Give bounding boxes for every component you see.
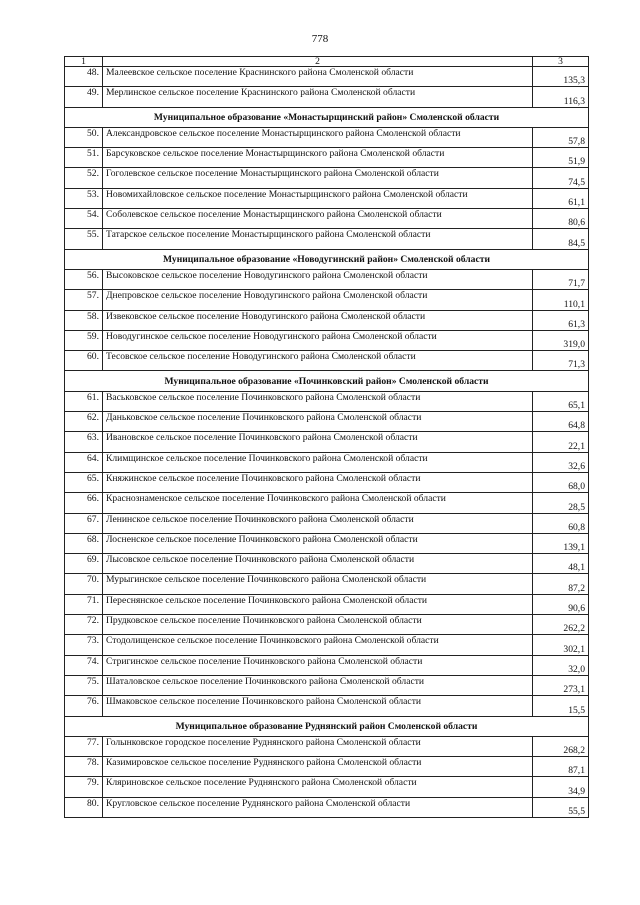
- allocation-value: 319,0: [533, 330, 589, 350]
- row-number: 77.: [65, 736, 103, 756]
- settlement-name: Извековское сельское поселение Новодугинского района Смоленской области: [103, 310, 533, 330]
- table-row: [65, 757, 589, 777]
- column-header-number: 1: [65, 57, 103, 67]
- row-number: 76.: [65, 696, 103, 716]
- allocation-value: 61,1: [533, 188, 589, 208]
- settlement-name: Днепровское сельское поселение Новодугинского района Смоленской области: [103, 290, 533, 310]
- table-row: [65, 533, 589, 553]
- allocation-value: 32,6: [533, 452, 589, 472]
- table-row: [65, 290, 589, 310]
- row-number: 55.: [65, 229, 103, 249]
- column-header-value: 3: [533, 57, 589, 67]
- table-row: [65, 513, 589, 533]
- row-number: 56.: [65, 269, 103, 289]
- settlement-name: Высоковское сельское поселение Новодугинского района Смоленской области: [103, 269, 533, 289]
- settlement-name: Мерлинское сельское поселение Краснинского района Смоленской области: [103, 87, 533, 107]
- allocation-value: 65,1: [533, 391, 589, 411]
- section-header-row: [65, 249, 589, 269]
- settlement-name: Лосненское сельское поселение Починковского района Смоленской области: [103, 533, 533, 553]
- row-number: 58.: [65, 310, 103, 330]
- section-header-row: [65, 107, 589, 127]
- allocation-value: 55,5: [533, 797, 589, 817]
- settlement-name: Прудковское сельское поселение Починковского района Смоленской области: [103, 615, 533, 635]
- settlement-name: Александровское сельское поселение Монастырщинского района Смоленской области: [103, 127, 533, 147]
- settlement-name: Барсуковское сельское поселение Монастырщинского района Смоленской области: [103, 148, 533, 168]
- table-row: [65, 675, 589, 695]
- row-number: 54.: [65, 209, 103, 229]
- allocation-value: 302,1: [533, 635, 589, 655]
- row-number: 51.: [65, 148, 103, 168]
- row-number: 64.: [65, 452, 103, 472]
- row-number: 52.: [65, 168, 103, 188]
- table-row: [65, 229, 589, 249]
- table-row: [65, 269, 589, 289]
- table-row: [65, 615, 589, 635]
- row-number: 62.: [65, 412, 103, 432]
- settlement-name: Малеевское сельское поселение Краснинского района Смоленской области: [103, 67, 533, 87]
- settlement-name: Ленинское сельское поселение Починковского района Смоленской области: [103, 513, 533, 533]
- row-number: 73.: [65, 635, 103, 655]
- row-number: 48.: [65, 67, 103, 87]
- table-row: [65, 655, 589, 675]
- settlement-name: Стодолищенское сельское поселение Починковского района Смоленской области: [103, 635, 533, 655]
- table-body: [65, 57, 589, 818]
- row-number: 63.: [65, 432, 103, 452]
- table-header-row: [65, 57, 589, 67]
- row-number: 79.: [65, 777, 103, 797]
- row-number: 69.: [65, 554, 103, 574]
- settlement-name: Лысовское сельское поселение Починковского района Смоленской области: [103, 554, 533, 574]
- allocation-value: 57,8: [533, 127, 589, 147]
- allocation-value: 64,8: [533, 412, 589, 432]
- allocation-value: 32,0: [533, 655, 589, 675]
- allocation-value: 15,5: [533, 696, 589, 716]
- table-row: [65, 452, 589, 472]
- table-row: [65, 635, 589, 655]
- table-row: [65, 310, 589, 330]
- settlement-name: Татарское сельское поселение Монастырщинского района Смоленской области: [103, 229, 533, 249]
- section-title: Муниципальное образование «Починковский район» Смоленской области: [65, 371, 589, 391]
- row-number: 60.: [65, 351, 103, 371]
- table-row: [65, 87, 589, 107]
- allocation-value: 28,5: [533, 493, 589, 513]
- table-row: [65, 594, 589, 614]
- row-number: 72.: [65, 615, 103, 635]
- row-number: 50.: [65, 127, 103, 147]
- settlement-name: Мурыгинское сельское поселение Починковского района Смоленской области: [103, 574, 533, 594]
- table-row: [65, 412, 589, 432]
- settlement-name: Даньковское сельское поселение Починковского района Смоленской области: [103, 412, 533, 432]
- row-number: 49.: [65, 87, 103, 107]
- row-number: 53.: [65, 188, 103, 208]
- table-row: [65, 797, 589, 817]
- section-header-row: [65, 716, 589, 736]
- allocation-value: 22,1: [533, 432, 589, 452]
- page-number: 778: [311, 33, 329, 45]
- row-number: 70.: [65, 574, 103, 594]
- settlement-name: Голынковское городское поселение Руднянского района Смоленской области: [103, 736, 533, 756]
- table-row: [65, 391, 589, 411]
- table-row: [65, 330, 589, 350]
- settlement-name: Княжинское сельское поселение Починковского района Смоленской области: [103, 472, 533, 492]
- table-row: [65, 777, 589, 797]
- allocation-value: 90,6: [533, 594, 589, 614]
- table-row: [65, 67, 589, 87]
- table-row: [65, 432, 589, 452]
- row-number: 78.: [65, 757, 103, 777]
- section-title: Муниципальное образование Руднянский район Смоленской области: [65, 716, 589, 736]
- table-row: [65, 736, 589, 756]
- row-number: 67.: [65, 513, 103, 533]
- table-row: [65, 209, 589, 229]
- allocation-value: 61,3: [533, 310, 589, 330]
- allocation-value: 116,3: [533, 87, 589, 107]
- allocation-value: 110,1: [533, 290, 589, 310]
- row-number: 57.: [65, 290, 103, 310]
- settlement-name: Переснянское сельское поселение Починковского района Смоленской области: [103, 594, 533, 614]
- table-row: [65, 472, 589, 492]
- settlement-name: Шмаковское сельское поселение Починковского района Смоленской области: [103, 696, 533, 716]
- allocation-value: 268,2: [533, 736, 589, 756]
- allocation-table: [64, 56, 589, 818]
- row-number: 74.: [65, 655, 103, 675]
- row-number: 59.: [65, 330, 103, 350]
- table-row: [65, 148, 589, 168]
- table-row: [65, 188, 589, 208]
- table-row: [65, 554, 589, 574]
- allocation-value: 139,1: [533, 533, 589, 553]
- table-row: [65, 574, 589, 594]
- allocation-value: 74,5: [533, 168, 589, 188]
- allocation-value: 84,5: [533, 229, 589, 249]
- settlement-name: Краснознаменское сельское поселение Починковского района Смоленской области: [103, 493, 533, 513]
- settlement-name: Кругловское сельское поселение Руднянского района Смоленской области: [103, 797, 533, 817]
- settlement-name: Новомихайловское сельское поселение Монастырщинского района Смоленской области: [103, 188, 533, 208]
- settlement-name: Ивановское сельское поселение Починковского района Смоленской области: [103, 432, 533, 452]
- row-number: 66.: [65, 493, 103, 513]
- allocation-value: 135,3: [533, 67, 589, 87]
- row-number: 75.: [65, 675, 103, 695]
- settlement-name: Гоголевское сельское поселение Монастырщинского района Смоленской области: [103, 168, 533, 188]
- column-header-name: 2: [103, 57, 533, 67]
- allocation-value: 48,1: [533, 554, 589, 574]
- section-title: Муниципальное образование «Монастырщинский район» Смоленской области: [65, 107, 589, 127]
- allocation-value: 71,3: [533, 351, 589, 371]
- table-row: [65, 351, 589, 371]
- settlement-name: Казимировское сельское поселение Руднянского района Смоленской области: [103, 757, 533, 777]
- row-number: 68.: [65, 533, 103, 553]
- allocation-value: 51,9: [533, 148, 589, 168]
- row-number: 80.: [65, 797, 103, 817]
- settlement-name: Новодугинское сельское поселение Новодугинского района Смоленской области: [103, 330, 533, 350]
- allocation-value: 60,8: [533, 513, 589, 533]
- settlement-name: Васьковское сельское поселение Починковского района Смоленской области: [103, 391, 533, 411]
- settlement-name: Соболевское сельское поселение Монастырщинского района Смоленской области: [103, 209, 533, 229]
- settlement-name: Шаталовское сельское поселение Починковского района Смоленской области: [103, 675, 533, 695]
- table-row: [65, 168, 589, 188]
- allocation-value: 80,6: [533, 209, 589, 229]
- allocation-value: 34,9: [533, 777, 589, 797]
- settlement-name: Климщинское сельское поселение Починковского района Смоленской области: [103, 452, 533, 472]
- table-row: [65, 127, 589, 147]
- row-number: 65.: [65, 472, 103, 492]
- row-number: 71.: [65, 594, 103, 614]
- settlement-name: Кляриновское сельское поселение Руднянского района Смоленской области: [103, 777, 533, 797]
- table-row: [65, 493, 589, 513]
- section-header-row: [65, 371, 589, 391]
- allocation-value: 71,7: [533, 269, 589, 289]
- allocation-value: 68,0: [533, 472, 589, 492]
- allocation-value: 87,1: [533, 757, 589, 777]
- allocation-value: 87,2: [533, 574, 589, 594]
- settlement-name: Стригинское сельское поселение Починковского района Смоленской области: [103, 655, 533, 675]
- allocation-value: 273,1: [533, 675, 589, 695]
- row-number: 61.: [65, 391, 103, 411]
- allocation-value: 262,2: [533, 615, 589, 635]
- settlement-name: Тесовское сельское поселение Новодугинского района Смоленской области: [103, 351, 533, 371]
- table-row: [65, 696, 589, 716]
- section-title: Муниципальное образование «Новодугинский район» Смоленской области: [65, 249, 589, 269]
